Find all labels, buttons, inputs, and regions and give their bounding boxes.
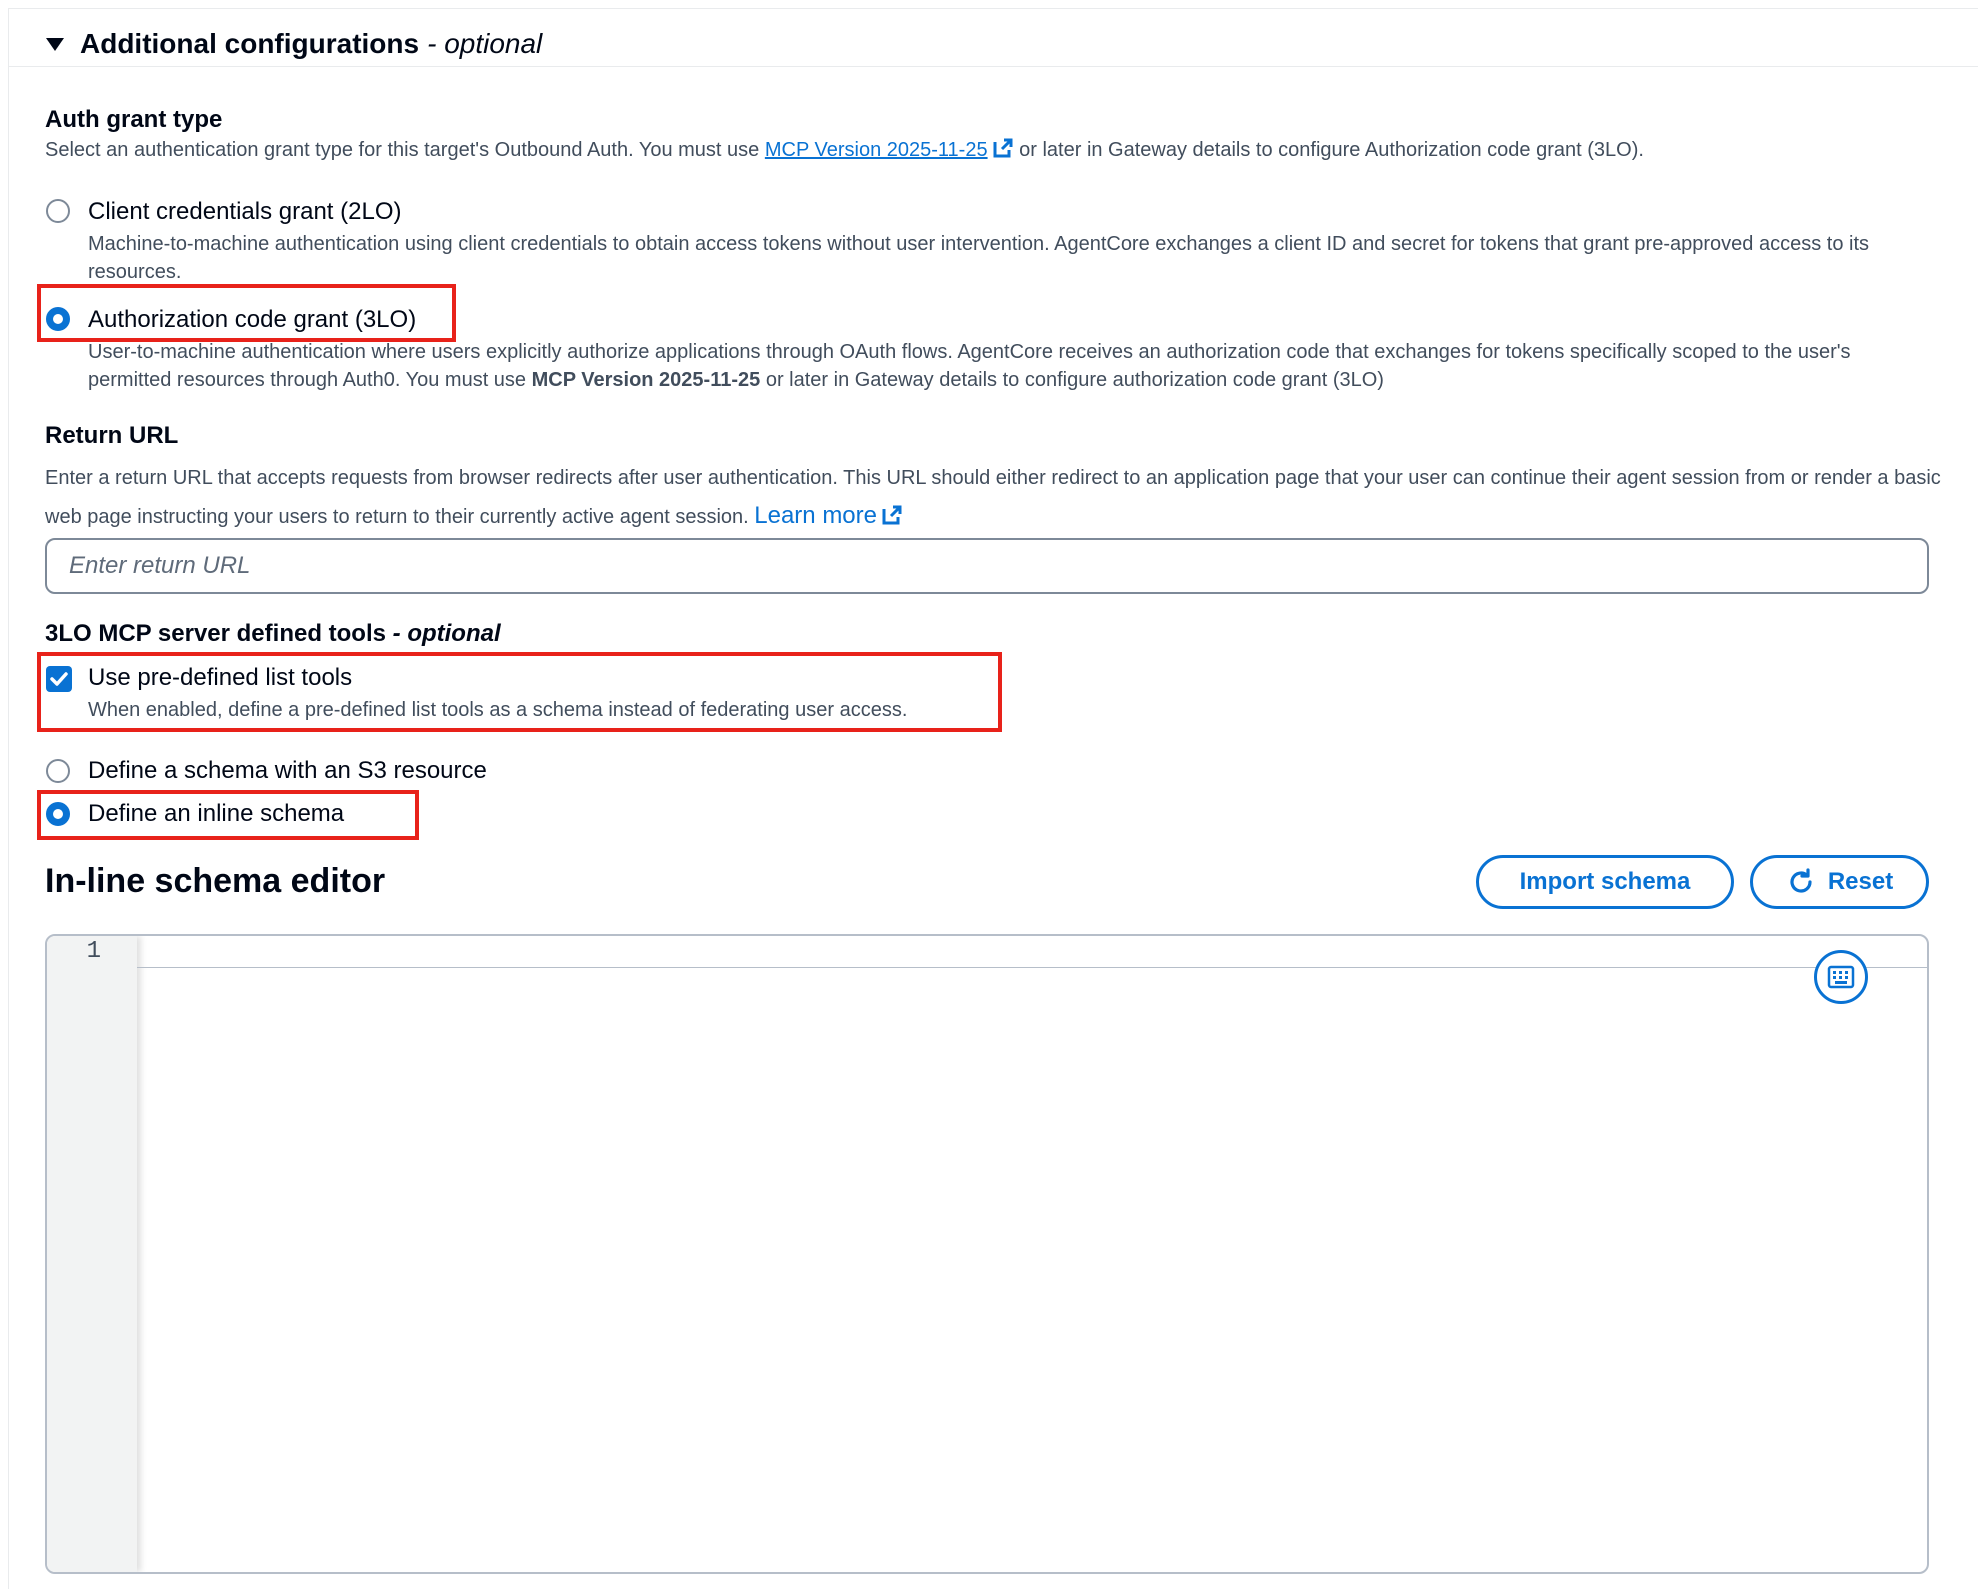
additional-configurations-toggle[interactable] xyxy=(46,24,542,64)
option-client-credentials-description: Machine-to-machine authentication using client credentials to obtain access tokens without user intervention. AgentCore exchanges a client ID and secret for tokens that grant pre-approved access to its resources. xyxy=(88,233,1869,283)
return-url-label: Return URL xyxy=(45,422,179,449)
learn-more-link[interactable]: Learn more xyxy=(754,502,903,529)
option-inline-schema-label[interactable]: Define an inline schema xyxy=(88,800,345,827)
return-url-description: Enter a return URL that accepts requests from browser redirects after user authentication. This URL should either redirect to an application page that your user can continue their agent session from or render a basic web page instructing your users to return to their currently active agent session. Learn more xyxy=(45,467,1941,529)
radio-schema-s3[interactable] xyxy=(46,759,70,783)
import-schema-button[interactable]: Import schema xyxy=(1476,855,1734,909)
auth-grant-type-description: Select an authentication grant type for this target's Outbound Auth. You must use MCP Version 2025-11-25 or later in Gateway details to configure Authorization code grant (3LO). xyxy=(45,139,1644,161)
mcp-version-link[interactable]: MCP Version 2025-11-25 xyxy=(765,139,1014,161)
editor-title: In-line schema editor xyxy=(45,862,386,900)
auth-grant-type-label: Auth grant type xyxy=(45,106,223,133)
option-schema-s3-label[interactable]: Define a schema with an S3 resource xyxy=(88,757,487,784)
reset-button[interactable]: Reset xyxy=(1750,855,1929,909)
use-predefined-tools-label[interactable]: Use pre-defined list tools xyxy=(88,664,353,691)
external-link-icon xyxy=(992,137,1014,159)
line-number: 1 xyxy=(86,938,101,965)
section-title: Additional configurations xyxy=(80,28,420,59)
use-predefined-tools-description: When enabled, define a pre-defined list tools as a schema instead of federating user access. xyxy=(88,699,908,721)
active-line-indicator xyxy=(137,967,1927,968)
caret-down-icon xyxy=(46,38,64,51)
editor-gutter xyxy=(47,936,137,1572)
option-authorization-code-description: User-to-machine authentication where users explicitly authorize applications through OAuth flows. AgentCore receives an authorization code that exchanges for tokens specifically scoped to the user's permitted resources through Auth0. You must use MCP Version 2025-11-25 or later in Gateway details to configure authorization code grant (3LO) xyxy=(88,341,1851,391)
tools-label: 3LO MCP server defined tools - optional xyxy=(45,620,501,647)
option-authorization-code-label[interactable]: Authorization code grant (3LO) xyxy=(88,306,417,333)
highlight-box-authorization-code xyxy=(37,284,456,342)
option-client-credentials-label[interactable]: Client credentials grant (2LO) xyxy=(88,198,402,225)
external-link-icon xyxy=(881,504,903,526)
keyboard-icon xyxy=(1827,965,1855,989)
refresh-icon xyxy=(1786,867,1816,897)
section-divider xyxy=(9,66,1978,67)
radio-client-credentials[interactable] xyxy=(46,199,70,223)
schema-code-editor[interactable] xyxy=(45,934,1929,1574)
return-url-input[interactable] xyxy=(45,538,1929,594)
highlight-box-inline-schema xyxy=(37,790,419,840)
section-title-suffix: - optional xyxy=(427,28,543,59)
keyboard-shortcuts-button[interactable] xyxy=(1814,950,1868,1004)
highlight-box-predefined-tools xyxy=(37,652,1002,732)
